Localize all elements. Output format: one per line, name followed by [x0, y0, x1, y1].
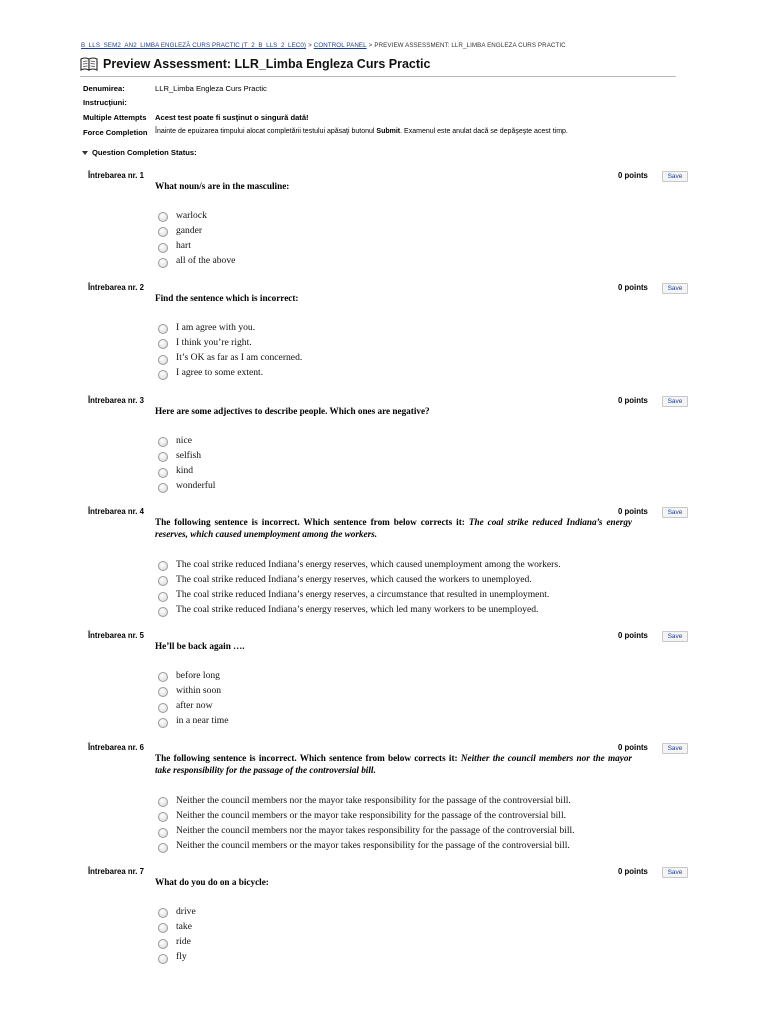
answer-label: The coal strike reduced Indiana’s energy reserves, which led many workers to be unemployed. [176, 604, 539, 616]
answer-option[interactable] [158, 904, 196, 918]
question-number: Întrebarea nr. 5 [88, 631, 144, 640]
answer-label: hart [176, 240, 191, 252]
question-prompt: The following sentence is incorrect. Which sentence from below corrects it: [155, 753, 458, 763]
answer-label: I think you’re right. [176, 336, 252, 348]
meta-force-submit-word: Submit [376, 128, 401, 135]
answer-label: warlock [176, 209, 207, 221]
answer-option[interactable] [158, 572, 532, 586]
radio-button[interactable] [158, 703, 168, 713]
question-prompt: What do you do on a bicycle: [155, 877, 269, 887]
answer-label: selfish [176, 449, 202, 461]
breadcrumb-separator: > [368, 42, 373, 49]
answer-option[interactable] [158, 839, 570, 853]
question-number: Întrebarea nr. 2 [88, 283, 144, 292]
save-button[interactable]: Save [662, 396, 688, 407]
radio-button[interactable] [158, 954, 168, 964]
question-prompt: He’ll be back again …. [155, 641, 245, 651]
question-quoted-sentence: Neither the council members nor the mayor take responsibility for the passage of the controversial bill. [155, 753, 633, 775]
radio-button[interactable] [158, 718, 168, 728]
breadcrumb-current: PREVIEW ASSESSMENT: LLR_LIMBA ENGLEZA CURS PRACTIC [374, 42, 566, 49]
answer-option[interactable] [158, 320, 255, 334]
radio-button[interactable] [158, 939, 168, 949]
save-button[interactable]: Save [662, 283, 688, 294]
answer-option[interactable] [158, 208, 207, 222]
save-button[interactable]: Save [662, 743, 688, 754]
radio-button[interactable] [158, 687, 168, 697]
radio-button[interactable] [158, 908, 168, 918]
radio-button[interactable] [158, 452, 168, 462]
answer-option[interactable] [158, 448, 201, 462]
question-number: Întrebarea nr. 6 [88, 743, 144, 752]
question-points: 0 points [618, 283, 648, 292]
question-points: 0 points [618, 507, 648, 516]
answer-label: It’s OK as far as I am concerned. [176, 352, 303, 364]
answer-label: fly [176, 951, 187, 963]
answer-option[interactable] [158, 668, 220, 682]
answer-option[interactable] [158, 919, 192, 933]
radio-button[interactable] [158, 437, 168, 447]
answer-label: in a near time [176, 715, 229, 727]
answer-label: ride [176, 936, 191, 948]
question-prompt: What noun/s are in the masculine: [155, 181, 290, 191]
answer-option[interactable] [158, 714, 228, 728]
meta-force-value [155, 128, 568, 137]
assessment-book-icon [80, 57, 98, 71]
question-text [155, 640, 632, 652]
question-text [155, 292, 632, 304]
answer-label: all of the above [176, 255, 236, 267]
question-text [155, 516, 632, 540]
answer-option[interactable] [158, 239, 191, 253]
answer-option[interactable] [158, 950, 187, 964]
answer-option[interactable] [158, 588, 549, 602]
breadcrumb-course-link[interactable]: B_LLS_SEM2_AN2_LIMBA ENGLEZĂ CURS PRACTIC (T_2_B_LLS_2_LEC0) [81, 42, 307, 49]
answer-label: Neither the council members or the mayor takes responsibility for the passage of the controversial bill. [176, 840, 570, 852]
answer-label: gander [176, 224, 203, 236]
meta-force-row [83, 128, 568, 137]
radio-button[interactable] [158, 923, 168, 933]
page-title-row [80, 55, 430, 73]
answer-label: take [176, 920, 192, 932]
answer-option[interactable] [158, 793, 571, 807]
radio-button[interactable] [158, 812, 168, 822]
completion-status-label: Question Completion Status: [92, 148, 197, 157]
radio-button[interactable] [158, 828, 168, 838]
answer-option[interactable] [158, 824, 575, 838]
radio-button[interactable] [158, 227, 168, 237]
question-points: 0 points [618, 867, 648, 876]
meta-attempts-row [83, 113, 309, 122]
answer-label: The coal strike reduced Indiana’s energy reserves, which caused unemployment among the workers. [176, 558, 561, 570]
radio-button[interactable] [158, 672, 168, 682]
meta-force-label: Force Completion [83, 128, 148, 137]
answer-label: Neither the council members nor the mayor takes responsibility for the passage of the controversial bill. [176, 825, 575, 837]
answer-option[interactable] [158, 351, 302, 365]
radio-button[interactable] [158, 243, 168, 253]
answer-option[interactable] [158, 223, 202, 237]
answer-label: The coal strike reduced Indiana’s energy reserves, a circumstance that resulted in unemployment. [176, 589, 550, 601]
answer-option[interactable] [158, 433, 192, 447]
question-text [155, 405, 632, 417]
meta-force-text: Înainte de epuizarea timpului alocat completării testului apăsaţi butonul [155, 128, 375, 135]
chevron-down-icon [82, 151, 88, 155]
meta-instructions-row [83, 98, 155, 107]
save-button[interactable]: Save [662, 631, 688, 642]
question-prompt: The following sentence is incorrect. Which sentence from below corrects it: [155, 517, 465, 527]
answer-label: within soon [176, 684, 222, 696]
breadcrumb-control-panel-link[interactable]: CONTROL PANEL [313, 42, 367, 49]
radio-button[interactable] [158, 483, 168, 493]
question-number: Întrebarea nr. 7 [88, 867, 144, 876]
answer-option[interactable] [158, 479, 215, 493]
answer-label: I agree to some extent. [176, 367, 264, 379]
radio-button[interactable] [158, 355, 168, 365]
answer-label: nice [176, 434, 192, 446]
question-prompt: Find the sentence which is incorrect: [155, 293, 299, 303]
page-title: Preview Assessment: LLR_Limba Engleza Curs Practic [103, 57, 431, 71]
answer-option[interactable] [158, 808, 566, 822]
answer-option[interactable] [158, 557, 561, 571]
answer-option[interactable] [158, 699, 213, 713]
answer-label: drive [176, 905, 196, 917]
radio-button[interactable] [158, 592, 168, 602]
answer-option[interactable] [158, 464, 193, 478]
save-button[interactable]: Save [662, 171, 688, 182]
radio-button[interactable] [158, 339, 168, 349]
question-number: Întrebarea nr. 4 [88, 507, 144, 516]
question-points: 0 points [618, 631, 648, 640]
meta-name-value: LLR_Limba Engleza Curs Practic [155, 84, 267, 93]
meta-instructions-label: Instrucţiuni: [83, 98, 127, 107]
question-prompt: Here are some adjectives to describe people. Which ones are negative? [155, 406, 430, 416]
radio-button[interactable] [158, 576, 168, 586]
radio-button[interactable] [158, 843, 168, 853]
answer-label: wonderful [176, 480, 216, 492]
meta-attempts-label: Multiple Attempts [83, 113, 147, 122]
answer-option[interactable] [158, 683, 221, 697]
meta-attempts-value: Acest test poate fi susţinut o singură dată! [155, 113, 309, 122]
breadcrumb [81, 42, 681, 49]
answer-option[interactable] [158, 366, 263, 380]
answer-label: before long [176, 669, 220, 681]
radio-button[interactable] [158, 561, 168, 571]
save-button[interactable]: Save [662, 507, 688, 518]
radio-button[interactable] [158, 324, 168, 334]
question-text [155, 876, 632, 888]
meta-name-row [83, 84, 267, 93]
answer-label: I am agree with you. [176, 321, 256, 333]
answer-option[interactable] [158, 935, 191, 949]
question-text [155, 752, 632, 776]
save-button[interactable]: Save [662, 867, 688, 878]
radio-button[interactable] [158, 370, 168, 380]
radio-button[interactable] [158, 212, 168, 222]
answer-option[interactable] [158, 335, 252, 349]
question-number: Întrebarea nr. 3 [88, 396, 144, 405]
breadcrumb-separator: > [308, 42, 312, 49]
completion-status-toggle[interactable] [82, 148, 197, 157]
radio-button[interactable] [158, 797, 168, 807]
radio-button[interactable] [158, 607, 168, 617]
answer-label: Neither the council members or the mayor take responsibility for the passage of the controversial bill. [176, 809, 567, 821]
answer-label: kind [176, 465, 194, 477]
question-number: Întrebarea nr. 1 [88, 171, 144, 180]
meta-name-label: Denumirea: [83, 84, 125, 93]
answer-label: The coal strike reduced Indiana’s energy reserves, which caused the workers to unemployed. [176, 573, 532, 585]
question-points: 0 points [618, 171, 648, 180]
answer-option[interactable] [158, 254, 235, 268]
radio-button[interactable] [158, 468, 168, 478]
question-text [155, 180, 632, 192]
answer-label: Neither the council members nor the mayor take responsibility for the passage of the controversial bill. [176, 794, 571, 806]
title-divider [80, 76, 676, 77]
question-points: 0 points [618, 396, 648, 405]
question-quoted-sentence: The coal strike reduced Indiana’s energy reserves, which caused unemployment among the workers. [155, 517, 632, 539]
meta-force-text-end: . Examenul este anulat dacă se depăşeşte acest timp. [400, 128, 568, 135]
question-points: 0 points [618, 743, 648, 752]
radio-button[interactable] [158, 258, 168, 268]
answer-option[interactable] [158, 603, 538, 617]
answer-label: after now [176, 700, 213, 712]
